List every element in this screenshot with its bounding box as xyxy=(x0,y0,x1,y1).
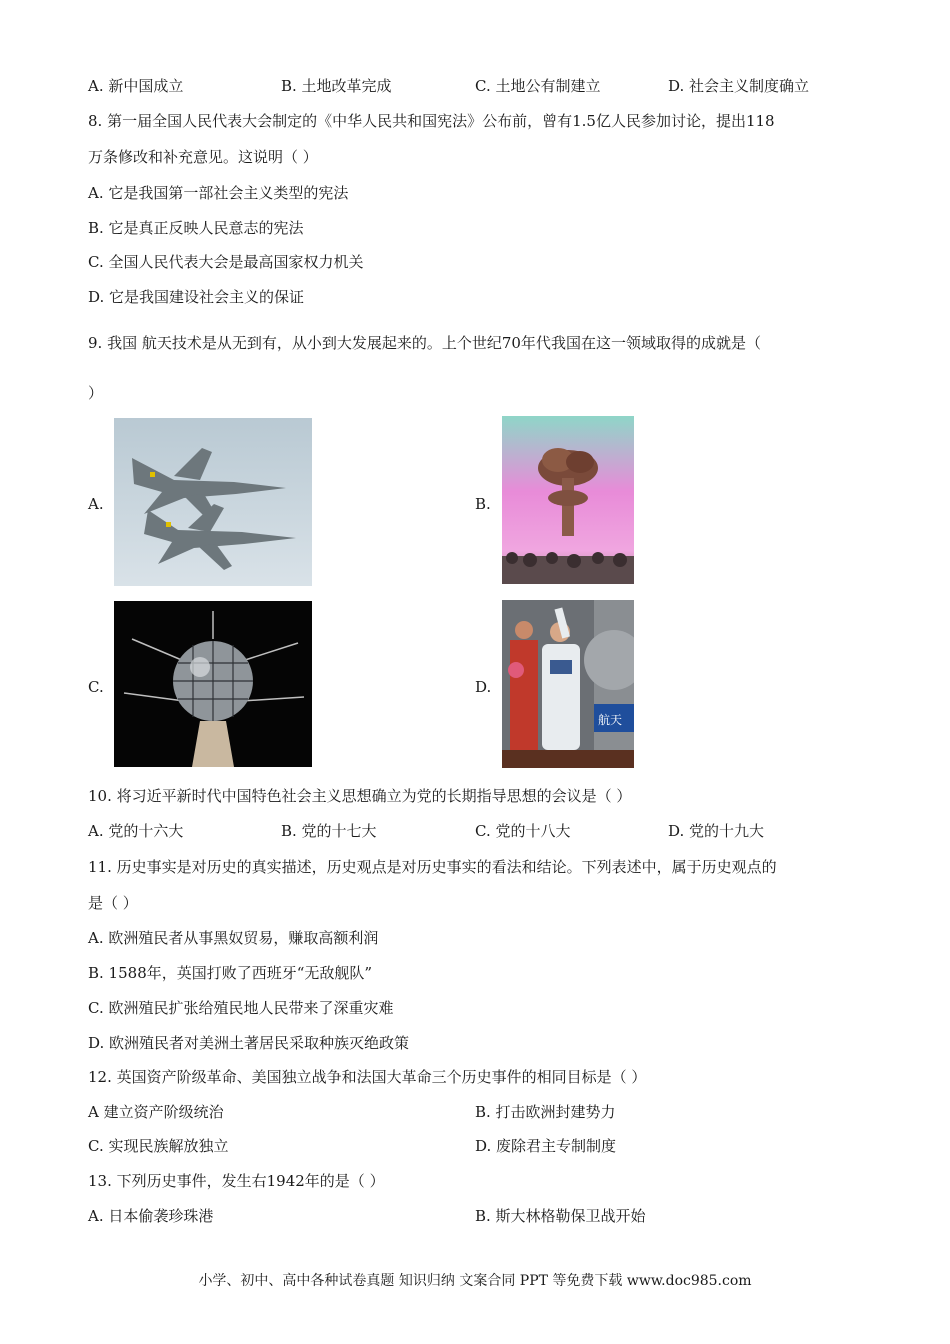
q13-option-a: A. 日本偷袭珍珠港 xyxy=(88,1207,214,1225)
q9-label-c: C. xyxy=(88,678,104,696)
q7-option-c: C. 土地公有制建立 xyxy=(475,77,601,95)
q7-option-a: A. 新中国成立 xyxy=(88,77,184,95)
q8-stem-line1: 8. 第一届全国人民代表大会制定的《中华人民共和国宪法》公布前，曾有1.5亿人民参加讨论，提出118 xyxy=(88,112,775,130)
q11-option-a: A. 欧洲殖民者从事黑奴贸易，赚取高额利润 xyxy=(88,929,379,947)
q8-stem-line2: 万条修改和补充意见。这说明（ ） xyxy=(88,148,318,166)
q12-option-a: A 建立资产阶级统治 xyxy=(88,1103,224,1121)
q9-label-a: A. xyxy=(88,495,104,513)
q8-option-b: B. 它是真正反映人民意志的宪法 xyxy=(88,219,304,237)
q7-option-d: D. 社会主义制度确立 xyxy=(668,77,810,95)
q8-option-c: C. 全国人民代表大会是最高国家权力机关 xyxy=(88,253,364,271)
q11-option-c: C. 欧洲殖民扩张给殖民地人民带来了深重灾难 xyxy=(88,999,394,1017)
q12-option-c: C. 实现民族解放独立 xyxy=(88,1137,229,1155)
q11-option-d: D. 欧洲殖民者对美洲土著居民采取种族灭绝政策 xyxy=(88,1034,410,1052)
q10-option-a: A. 党的十六大 xyxy=(88,822,184,840)
q9-stem-line1: 9. 我国 航天技术是从无到有，从小到大发展起来的。上个世纪70年代我国在这一领域取得的成就是（ xyxy=(88,334,761,352)
q8-option-d: D. 它是我国建设社会主义的保证 xyxy=(88,288,305,306)
mushroom-cloud-photo xyxy=(502,416,634,584)
astronaut-badge-text: 航天 xyxy=(598,713,623,727)
q13-option-b: B. 斯大林格勒保卫战开始 xyxy=(475,1207,646,1225)
fighter-jets-photo xyxy=(114,418,312,586)
q9-label-d: D. xyxy=(475,678,492,696)
astronaut-photo xyxy=(502,600,634,768)
q12-stem: 12. 英国资产阶级革命、美国独立战争和法国大革命三个历史事件的相同目标是（ ） xyxy=(88,1068,647,1086)
satellite-photo xyxy=(114,601,312,767)
q11-option-b: B. 1588年，英国打败了西班牙“无敌舰队” xyxy=(88,964,373,982)
q10-option-c: C. 党的十八大 xyxy=(475,822,571,840)
q10-option-d: D. 党的十九大 xyxy=(668,822,765,840)
q13-stem: 13. 下列历史事件，发生右1942年的是（ ） xyxy=(88,1172,385,1190)
page-footer: 小学、初中、高中各种试卷真题 知识归纳 文案合同 PPT 等免费下载 www.doc985.com xyxy=(198,1273,752,1289)
q12-option-b: B. 打击欧洲封建势力 xyxy=(475,1103,616,1121)
q11-stem-line1: 11. 历史事实是对历史的真实描述，历史观点是对历史事实的看法和结论。下列表述中，属于历史观点的 xyxy=(88,858,777,876)
q10-option-b: B. 党的十七大 xyxy=(281,822,377,840)
q9-label-b: B. xyxy=(475,495,491,513)
q12-option-d: D. 废除君主专制制度 xyxy=(475,1137,617,1155)
q9-stem-line2: ） xyxy=(88,384,104,402)
q7-option-b: B. 土地改革完成 xyxy=(281,77,392,95)
q8-option-a: A. 它是我国第一部社会主义类型的宪法 xyxy=(88,184,349,202)
q10-stem: 10. 将习近平新时代中国特色社会主义思想确立为党的长期指导思想的会议是（ ） xyxy=(88,787,632,805)
q11-stem-line2: 是（ ） xyxy=(88,894,138,912)
